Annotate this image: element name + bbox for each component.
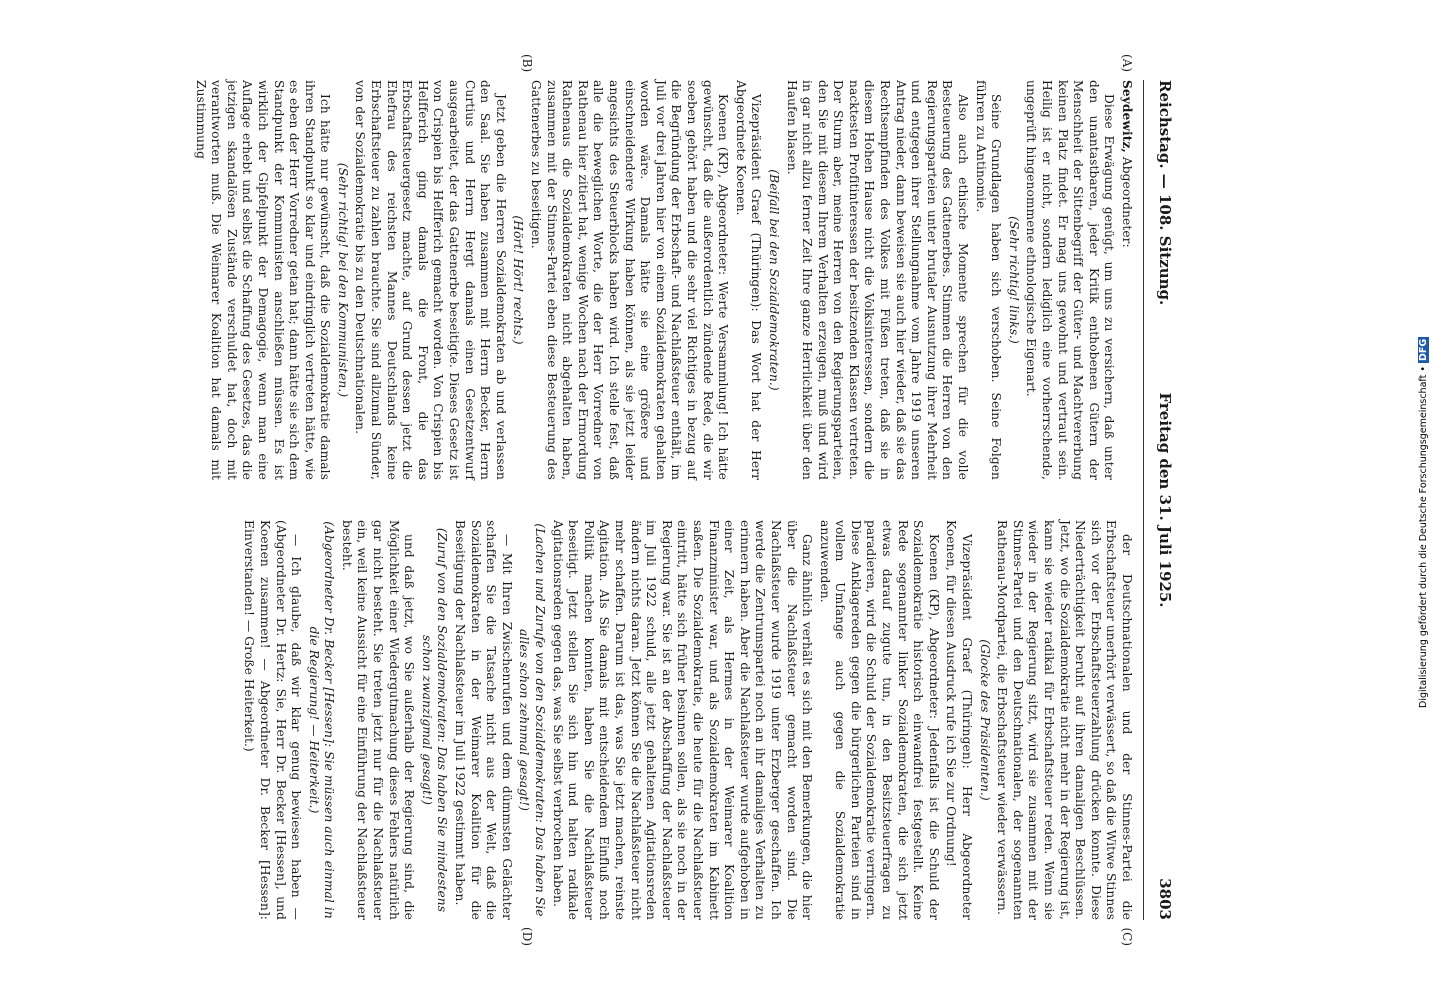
rotated-page-scan [0,54,1174,946]
paragraph: und daß jetzt, wo Sie außerhalb der Regierung sind, die Möglichkeit einer Wiedergutmachung dieses Fehlers natürlich gar nicht besteht. Sie treten jetzt nur für die Nachlaßsteuer ein, weil keine Aussicht für eine Einführung der Nachlaßsteuer besteht. [339,520,417,920]
dfg-sidebar [1418,8,1432,708]
interjection: (Beifall bei den Sozialdemokraten.) [766,169,781,391]
speaker-role: Abgeordneter: [1120,156,1134,248]
paragraph: Ich hätte nur gewünscht, daß die Sozialdemokratie damals ihren Standpunkt so klar und eindringlich vertreten hätte, wie es eben der Herr Vorredner getan hat; dann hätte sie sich dem Standpunkt der Kommunisten anschließen müssen. Es ist wirklich der Gipfelpunkt der Demagogie, wenn man eine Auflage erhebt und selbst die Schaffung des Gesetzes, das die jetzigen skandalösen Zustände verschuldet hat, doch mit verantworten muß. Die Weimarer Koalition hat damals mit Zustimmung [193,80,333,480]
interjection: (Sehr richtig! links.) [1006,216,1021,344]
page-number: 3803 [1156,878,1174,920]
paragraph: — Mit Ihren Zwischenrufen und dem dümmsten Gelächter schaffen Sie die Tatsache nicht aus der Welt, daß die Sozialdemokraten in der Weimarer Koalition für die Beseitigung der Nachlaßsteuer im Juli 1922 gestimmt haben. [453,520,514,920]
interjection: (Zuruf von den Sozialdemokraten: Das haben Sie mindestens schon zwanzigmal gesagt!) [419,527,450,913]
paragraph: Also auch ethische Momente sprechen für die volle Besteuerung des Gattenerbes. Stimmen die Herren von den Regierungsparteien unter brutaler Ausnutzung ihrer Mehrheit und entgegen ihrer Stellungnahme vom Jahre 1919 unseren Antrag nieder, dann beweisen sie auch hier wieder, daß sie das Rechtsempfinden des Volkes mit Füßen treten, daß sie in diesem Hohen Hause nicht die Volksinteressen, sondern die nacktesten Profitinteressen der besitzenden Klassen vertreten. Der Sturm aber, meine Herren von den Regierungsparteien, den Sie mit diesem Ihrem Verhalten erzeugen, muß und wird in gar nicht allzu ferner Zeit Ihre ganze Herrlichkeit über den Haufen blasen. [784,80,971,480]
paragraph: Jetzt geben die Herren Sozialdemokraten ab und verlassen den Saal. Sie haben zusammen mit Herrn Becker, Herrn Curtius und Herrn Hergt damals einen Gesetzentwurf ausgearbeitet, der das Gattenerbe beseitigte. Dieses Gesetz ist von Crispien bis Helfferich gemacht worden. Von Crispien bis Helfferich ging damals die Front, die das Erbschaftsteuergesetz machte, auf Grund dessen jetzt die Ehefrau des reichsten Mannes Deutschlands keine Erbschaftsteuer zu zahlen brauchte. Sie sind allzumal Sünder, von der Sozialdemokratie bis zu den Deutschnationalen. [353,80,508,480]
dfg-credit: Digitalisierung gefördert durch die Deutsche Forschungsgemeinschaft • [1418,366,1429,708]
speaker-line [1118,80,1134,480]
interjection: (Glocke des Präsidenten.) [977,639,992,801]
right-column [0,520,1134,920]
dfg-logo: DFG [1418,338,1429,362]
interjection: (Sehr richtig! bei den Kommunisten.) [335,162,350,398]
paragraph: Koenen (KP), Abgeordneter: Jedenfalls ist die Schuld der Sozialdemokratie historisch einwandfrei festgestellt. Keine Rede sogenannter linker Sozialdemokraten, die sich jetzt etwas darauf zugute tun, in den Besitzsteuerfragen zu paradieren, wird die Schuld der Sozialdemokratie verringern. Diese Anklagereden gegen die bürgerlichen Parteien sind in vollem Umfange auch gegen die Sozialdemokratie anzuwenden. [817,520,941,920]
interjection: (Hört! Hört! rechts.) [511,215,526,345]
paragraph: der Deutschnationalen und der Stinnes-Partei die Erbschaftsteuer unerhört verwässert, so daß die Witwe Stinnes sich vor der Erbschaftsteuerzahlung drücken konnte. Diese Niederträchtigkeit beruht auf ihren damaligen Beschlüssen. Jetzt, wo die Sozialdemokratie nicht mehr in der Regierung ist, kann sie wieder radikal für Erbschaftsteuer reden. Wenn sie wieder in der Regierung sitzt, wird sie zusammen mit der Stinnes-Partei und den Deutschnationalen, der sogenannten Rathenau-Mordpartei, die Erbschaftsteuer wieder verwässern. [995,520,1134,920]
paragraph: Ganz ähnlich verhält es sich mit den Bemerkungen, die hier über die Nachlaßsteuer gemacht worden sind. Die Nachlaßsteuer wurde 1919 unter Erzberger geschaffen. Ich werde die Zentrumspartei noch an ihr damaliges Verhalten zu erinnern haben. Aber die Nachlaßsteuer wurde aufgehoben in einer Zeit, als Hermes in der Weimarer Koalition Finanzminister war, und als Sozialdemokraten im Kabinett saßen. Die Sozialdemokratie, die heute für die Nachlaßsteuer eintritt, hätte sich früher besinnen sollen, als sie noch in der Regierung war. Sie ist an der Abschaffung der Nachlaßsteuer im Juli 1922 schuld, alle jetzt gehaltenen Agitationsreden ändern nichts daran. Jetzt können Sie die Nachlaßsteuer nicht mehr schaffen. Darum ist das, was Sie jetzt machen, reinste Agitation. Als Sie damals mit entscheidendem Einfluß noch Politik machen konnten, haben Sie die Nachlaßsteuer beseitigt. Jetzt stellen Sie sich hin und halten radikale Agitationsreden gegen das, was Sie selbst verbrochen haben. [550,520,815,920]
margin-mark-c: (C) [1120,927,1134,946]
page-header [1144,60,1174,940]
interjection: (Lachen und Zurufe von den Sozialdemokraten: Das haben Sie alles schon zehnmal gesagt!) [517,523,548,917]
margin-mark-d: (D) [520,927,534,946]
paragraph: Seine Grundlagen haben sich verschoben. Seine Folgen führen zu Antinomie. [973,80,1004,480]
header-center: Freitag den 31. Juli 1925. [1156,392,1174,608]
speaker-name: Seydewitz, [1120,80,1134,153]
header-rule [1143,80,1144,920]
left-column [0,80,1134,480]
margin-mark-b: (B) [520,54,534,73]
interjection: (Abgeordneter Dr. Becker [Hessen]: Sie müssen auch einmal in die Regierung! — Heiterkeit.) [306,521,337,919]
paragraph: Koenen (KP), Abgeordneter: Werte Versammlung! Ich hätte gewünscht, daß die außerordentlich zündende Rede, die wir soeben gehört haben und die sehr viel Richtiges in bezug auf die Begründung der Erbschaft- und Nachlaßsteuer enthält, im Juli vor drei Jahren hier von einem Sozialdemokraten gehalten worden wäre. Damals hätte sie eine größere und einschneidendere Wirkung haben können, als sie jetzt leider angesichts des Steuerblocks haben wird. Ich stelle fest, daß alle die beweglichen Worte, die der Herr Vorredner von Rathenau hier zitiert hat, wenige Wochen nach der Ermordung Rathenaus die Sozialdemokraten nicht abgehalten haben, zusammen mit der Stinnes-Partei eben diese Besteuerung des Gattenerbes zu beseitigen. [529,80,731,480]
paragraph: Vizepräsident Graef (Thüringen): Herr Abgeordneter Koenen, für diesen Ausdruck rufe ich Sie zur Ordnung! [944,520,975,920]
margin-mark-a: (A) [1120,54,1134,73]
paragraph: Diese Erwägung genügt, um uns zu versichern, daß unter den unantastbaren, jeder Kritik enthobenen Gütern der Menschheit der Sittenbegriff der Güter- und Machtvererbung keinen Platz findet. Er mag uns gewohnt und vertraut sein. Heilig ist er nicht, sondern lediglich eine vorherrschende, ungeprüft hingenommene ethnologische Eigenart. [1024,80,1117,480]
header-left: Reichstag. — 108. Sitzung. [1156,80,1174,306]
paragraph: — Ich glaube, daß wir klar genug bewiesen haben — (Abgeordneter Dr. Hertz: Sie, Herr Dr. Becker [Hessen], und Koenen zusammen! — Abgeordneter Dr. Becker [Hessen]: Einverstanden! — Große Heiterkeit.) [242,520,304,920]
paragraph: Vizepräsident Graef (Thüringen): Das Wort hat der Herr Abgeordnete Koenen. [733,80,764,480]
